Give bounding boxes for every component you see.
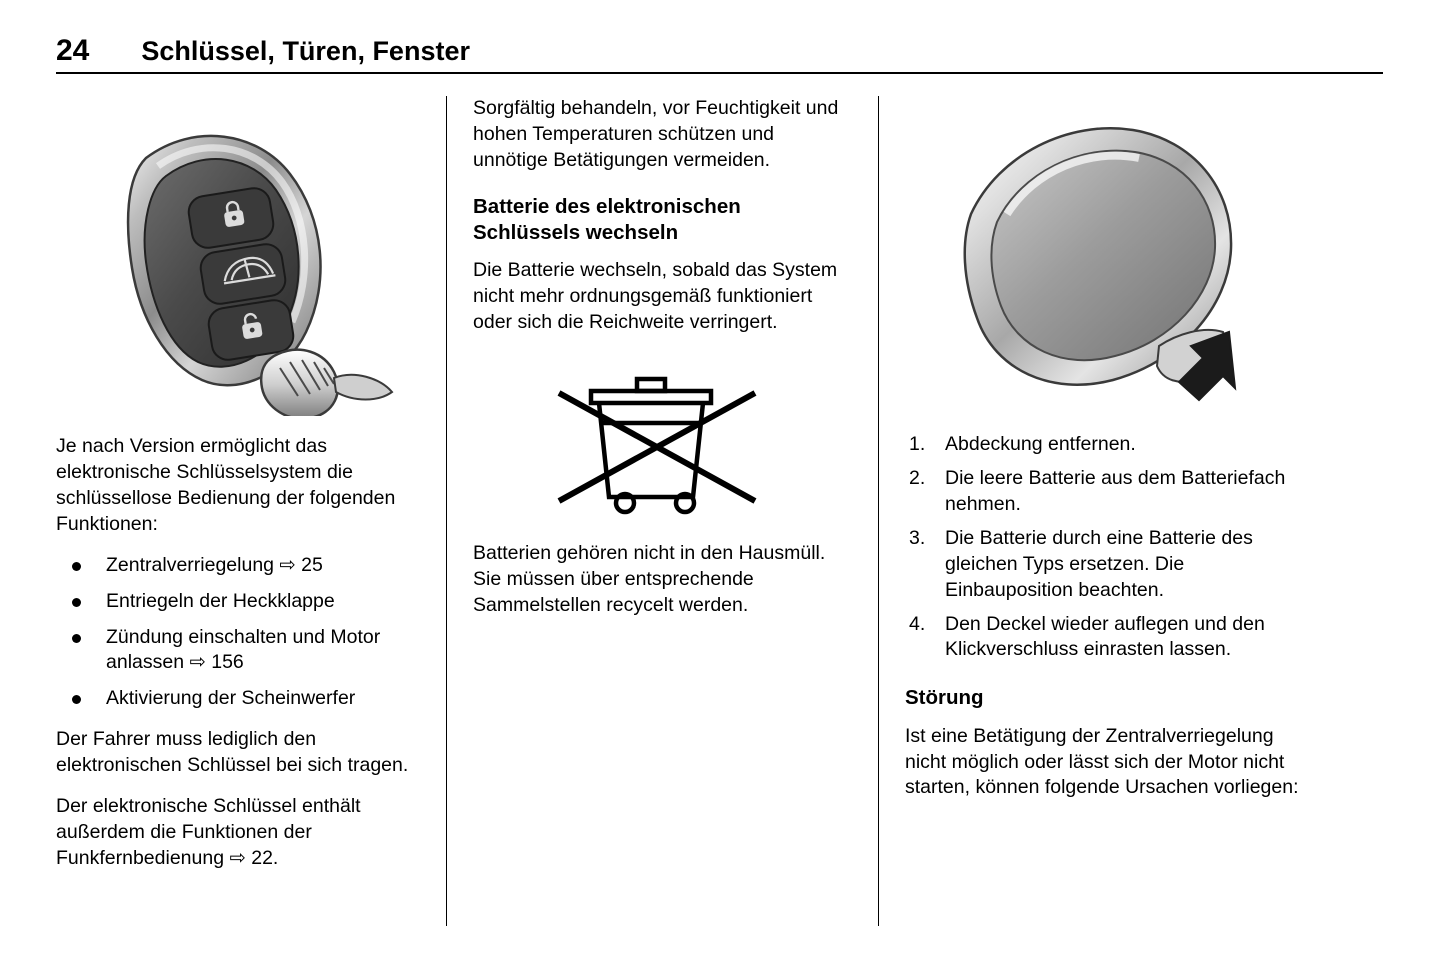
- column-right: [878, 96, 1308, 926]
- page-title: Schlüssel, Türen, Fenster: [141, 36, 470, 66]
- list-item: Zentralverriegelung ⇨ 25: [56, 553, 420, 579]
- page-header: [56, 36, 1383, 74]
- crossed-out-wheelie-bin-icon: [513, 351, 813, 521]
- list-item: Die leere Batterie aus dem Batteriefach nehmen.: [945, 466, 1286, 515]
- recycling-paragraph: Batterien gehören nicht in den Hausmüll. Sie müssen über entsprechende Sammelstellen recycelt werden.: [473, 542, 826, 616]
- electronic-key-back-figure: [911, 96, 1311, 416]
- electronic-key-front-figure: [62, 96, 422, 416]
- list-item: Zündung einschalten und Motor anlassen ⇨ 156: [56, 625, 420, 677]
- battery-change-paragraph: Die Batterie wechseln, sobald das System nicht mehr ordnungsgemäß funktioniert oder sich die Reichweite verringert.: [473, 259, 838, 334]
- intro-paragraph: Je nach Version ermöglicht das elektronische Schlüsselsystem die schlüssellose Bedienung der folgenden Funktionen:: [56, 435, 396, 535]
- malfunction-heading: Störung: [905, 686, 984, 710]
- page-columns: [56, 96, 1389, 926]
- list-item: Entriegeln der Heckklappe: [56, 589, 420, 615]
- care-paragraph: Sorgfältig behandeln, vor Feuchtigkeit und hohen Temperaturen schützen und unnötige Betätigungen vermeiden.: [473, 97, 839, 171]
- remote-functions-paragraph: Der elektronische Schlüssel enthält außerdem die Funktionen der Funkfernbedienung ⇨ 22.: [56, 795, 361, 869]
- list-item: Abdeckung entfernen.: [945, 433, 1136, 455]
- page-number: 24: [56, 34, 90, 67]
- column-middle: [446, 96, 878, 926]
- battery-change-steps: [905, 432, 1308, 663]
- list-item: Aktivierung der Scheinwerfer: [56, 686, 420, 712]
- driver-paragraph: Der Fahrer muss lediglich den elektronischen Schlüssel bei sich tragen.: [56, 728, 409, 777]
- malfunction-paragraph: Ist eine Betätigung der Zentralverriegelung nicht möglich oder lässt sich der Motor nicht starten, können folgende Ursachen vorliegen:: [905, 724, 1299, 799]
- column-left: [56, 96, 446, 926]
- list-item: Den Deckel wieder auflegen und den Klickverschluss einrasten lassen.: [945, 612, 1265, 661]
- list-item: Die Batterie durch eine Batterie des gleichen Typs ersetzen. Die Einbauposition beachten.: [945, 526, 1253, 601]
- battery-change-heading: Batterie des elektronischen Schlüssels wechseln: [473, 194, 741, 244]
- functions-list: [56, 553, 420, 713]
